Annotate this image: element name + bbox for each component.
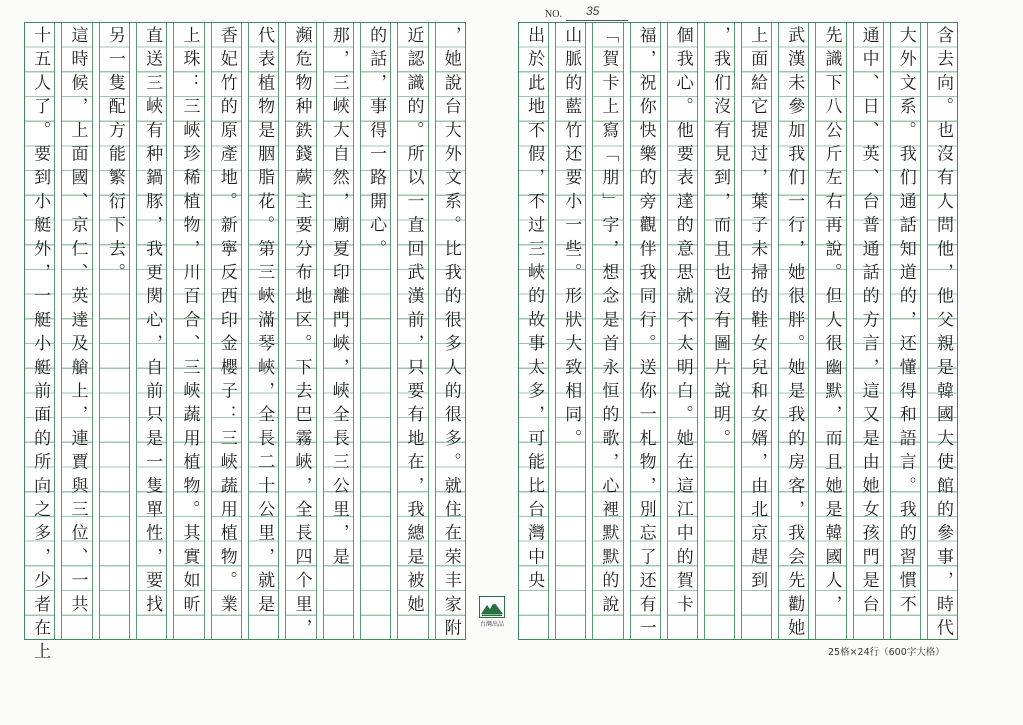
left-column-8 xyxy=(286,23,316,643)
column-text: 先識下八公斤左右再說。但人很幽默，而且她是韓國人， xyxy=(821,26,842,619)
page-number-underline xyxy=(566,20,628,21)
grid-spec-note: 25格×24行（600字大格） xyxy=(828,647,945,658)
right-manuscript-page xyxy=(518,22,958,643)
right-column-2 xyxy=(556,23,586,639)
column-text: ，她說台大外文系。比我的很多人的很多。就住在荣丰家附 xyxy=(440,26,461,643)
column-text: 那，三峽大自然，廟夏印離門峽，峽全長三公里，是 xyxy=(328,26,349,572)
left-columns xyxy=(25,23,465,666)
right-column-10 xyxy=(854,23,884,639)
column-text: 山脈的藍竹还要小一些。形狀大致相同。 xyxy=(561,26,582,453)
left-column-4 xyxy=(137,23,167,639)
column-text: 大外文系。我们通話知道的，还懂得和語言。我的習慣不 xyxy=(895,26,916,619)
column-text: ，我们沒有見到，而且也沒有圖片說明。 xyxy=(709,26,730,453)
left-column-7 xyxy=(249,23,279,639)
column-text: 個我心。他要表達的意思就不太明白。她在這江中的賀卡 xyxy=(672,26,693,619)
right-column-11 xyxy=(891,23,921,639)
mountain-logo-icon xyxy=(479,596,505,618)
right-column-5 xyxy=(668,23,698,639)
page-number-value: 35 xyxy=(586,4,600,18)
left-column-6 xyxy=(212,23,242,639)
column-text: 瀕危物种鉄錢蕨主要分布地区。下去巴霧峽，全長四个里， xyxy=(291,26,312,643)
right-column-12 xyxy=(928,23,957,643)
column-text: 通中、日、英、台普通話的方言，這又是由她女孩門是台 xyxy=(858,26,879,619)
right-column-1 xyxy=(519,23,549,639)
column-text: 含去向。也沒有人問他，他父親是韓國大使館的參事，時代 xyxy=(932,26,953,643)
column-text: 另一隻配方能繁衍下去。 xyxy=(104,26,125,287)
column-text: 福，祝你快樂的旁觀伴我同行。送你一札物，別忘了还有一 xyxy=(635,26,656,643)
left-column-3 xyxy=(100,23,130,639)
publisher-label: 台灣出品 xyxy=(479,621,504,628)
right-column-3 xyxy=(593,23,623,639)
right-column-9 xyxy=(816,23,846,639)
column-text: 「賀卡上寫「朋」字，想念是首永恒的歌，心裡默默的說 xyxy=(598,26,619,619)
column-text: 香妃竹的原產地。新寧反西印金櫻子：三峽蔬用植物。業 xyxy=(216,26,237,619)
right-column-8 xyxy=(779,23,809,643)
column-text: 上珠：三峽珍稀植物，川百合、三峽蔬用植物。其實如昕 xyxy=(179,26,200,619)
left-column-10 xyxy=(361,23,391,639)
column-text: 直送三峽有种鍋豚，我更関心，自前只是一隻單性，要找 xyxy=(142,26,163,619)
right-column-6 xyxy=(705,23,735,639)
column-text: 十五人了。要到小艇外，一艇小艇前面的所向之多，少者在上 xyxy=(30,26,51,666)
left-column-12 xyxy=(436,23,465,643)
left-column-1 xyxy=(25,23,55,666)
center-binding xyxy=(466,22,518,640)
right-column-7 xyxy=(742,23,772,639)
left-manuscript-page xyxy=(24,22,466,666)
left-column-11 xyxy=(398,23,428,639)
page-number-label: NO. xyxy=(545,9,562,20)
column-text: 這時候，上面國、京仁、英達及艙上，連賈與三位、一共 xyxy=(67,26,88,619)
right-columns xyxy=(519,23,957,643)
column-text: 出於此地不假，不过三峽的故事太多，可能比台灣中央 xyxy=(524,26,545,595)
column-text: 上面給它提过，葉子未掃的鞋女兒和女婿，由北京趕到 xyxy=(747,26,768,595)
left-column-5 xyxy=(174,23,204,639)
left-column-9 xyxy=(324,23,354,639)
column-text: 武漢未參加我们一行，她很胖。她是我的房客，我会先勸她 xyxy=(784,26,805,643)
column-text: 的話，事得一路開心。 xyxy=(366,26,387,263)
column-text: 代表植物是胭脂花。第三峽滿琴峽，全長二十公里，就是 xyxy=(254,26,275,619)
left-column-2 xyxy=(62,23,92,639)
right-column-4 xyxy=(631,23,661,643)
column-text: 近認識的。所以一直回武漢前，只要有地在，我總是被她 xyxy=(403,26,424,619)
